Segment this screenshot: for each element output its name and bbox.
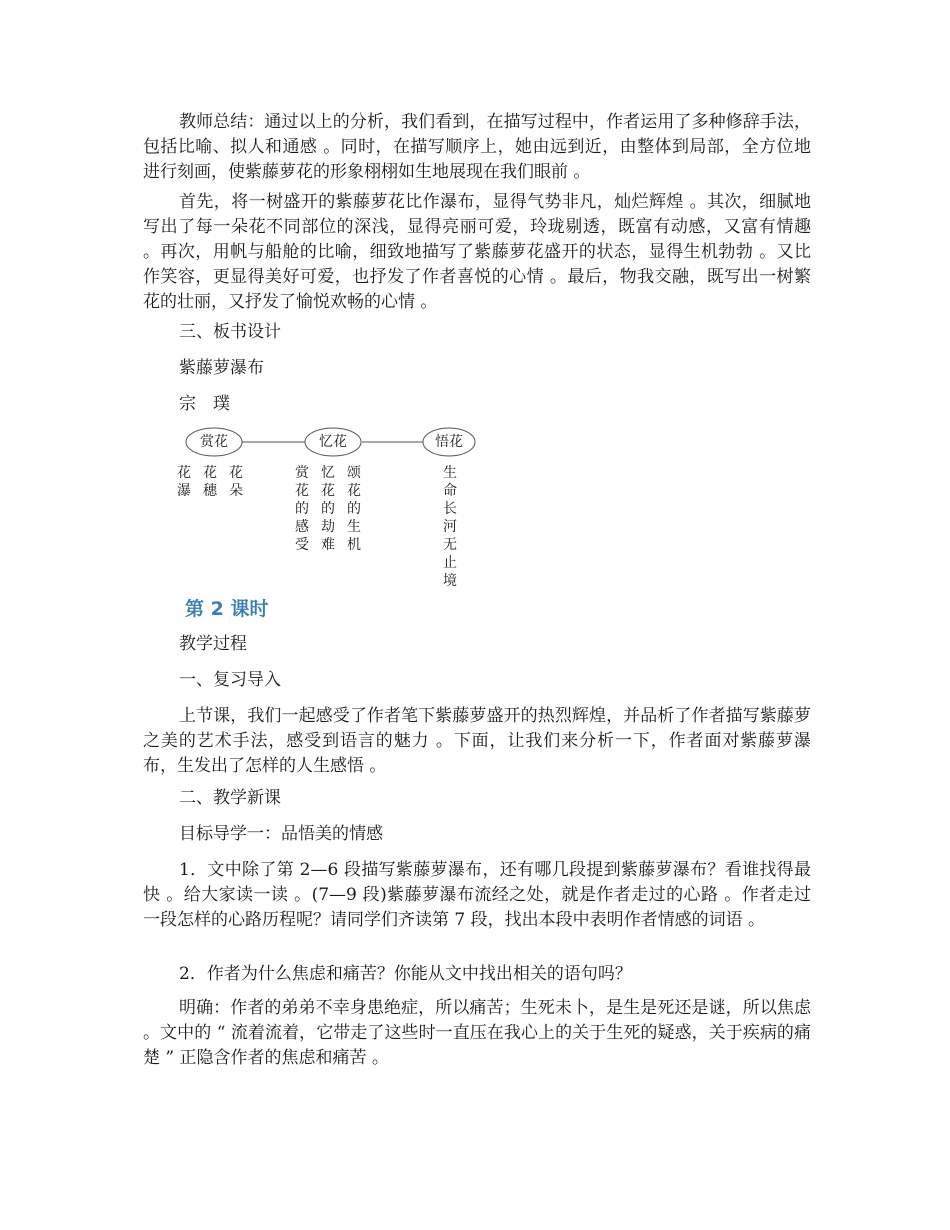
vertical-text: 忆花的劫难	[321, 465, 335, 553]
goal-1-heading: 目标导学一：品悟美的情感	[179, 824, 383, 844]
vertical-text: 花穗	[203, 465, 217, 499]
question-1-paragraph: 1．文中除了第 2—6 段描写紫藤萝瀑布，还有哪几段提到紫藤萝瀑布？看谁找得最快 。给大家读一读 。(7—9 段)紫藤萝瀑布流经之处，就是作者走过的心路 。作者走过一段怎样的心路历程呢？请同学们齐读第 7 段，找出本段中表明作者情感的词语 。	[143, 860, 811, 930]
question-2-paragraph: 2．作者为什么焦虑和痛苦？你能从文中找出相关的语句吗？	[179, 964, 632, 984]
answer-paragraph: 明确：作者的弟弟不幸身患绝症，所以痛苦；生死未卜，是生是死还是谜，所以焦虑 。文中的 “ 流着流着，它带走了这些时一直压在我心上的关于生死的疑惑，关于疾病的痛楚 ” 正隐含作者的焦虑和痛苦 。	[143, 998, 811, 1068]
board-author: 宗 璞	[179, 394, 230, 414]
vertical-text: 颂花的生机	[347, 465, 361, 553]
review-intro-heading: 一、复习导入	[179, 670, 281, 690]
node-label-wuhua: 悟花	[435, 434, 463, 450]
analysis-paragraph: 首先，将一树盛开的紫藤萝花比作瀑布，显得气势非凡，灿烂辉煌 。其次，细腻地写出了每一朵花不同部位的深浅，显得亮丽可爱，玲珑剔透，既富有动感，又富有情趣 。再次，用帆与船舱的比喻，细致地描写了紫藤萝花盛开的状态，显得生机勃勃 。又比作笑容，更显得美好可爱，也抒发了作者喜悦的心情 。最后，物我交融，既写出一树繁花的壮丽，又抒发了愉悦欢畅的心情 。	[143, 192, 811, 312]
node-label-shanghua: 赏花	[200, 434, 228, 450]
vertical-text: 花朵	[229, 465, 243, 499]
new-lesson-heading: 二、教学新课	[179, 788, 281, 808]
board-title: 紫藤萝瀑布	[179, 358, 264, 378]
node-label-yihua: 忆花	[319, 434, 347, 450]
review-intro-paragraph: 上节课，我们一起感受了作者笔下紫藤萝盛开的热烈辉煌，并品析了作者描写紫藤萝之美的艺术手法，感受到语言的魅力 。下面，让我们来分析一下，作者面对紫藤萝瀑布，生发出了怎样的人生感悟 。	[143, 706, 811, 776]
lesson-2-heading: 第 2 课时	[185, 598, 269, 620]
teaching-process-label: 教学过程	[179, 634, 247, 654]
board-diagram	[170, 420, 490, 589]
vertical-text: 生命长河无止境	[443, 465, 457, 589]
teacher-summary-paragraph: 教师总结：通过以上的分析，我们看到，在描写过程中，作者运用了多种修辞手法，包括比喻、拟人和通感 。同时，在描写顺序上，她由远到近，由整体到局部，全方位地进行刻画，使紫藤萝花的形象栩栩如生地展现在我们眼前 。	[143, 112, 811, 182]
vertical-text: 花瀑	[177, 465, 191, 499]
section-board-design: 三、板书设计	[179, 322, 281, 342]
vertical-text: 赏花的感受	[295, 465, 309, 553]
